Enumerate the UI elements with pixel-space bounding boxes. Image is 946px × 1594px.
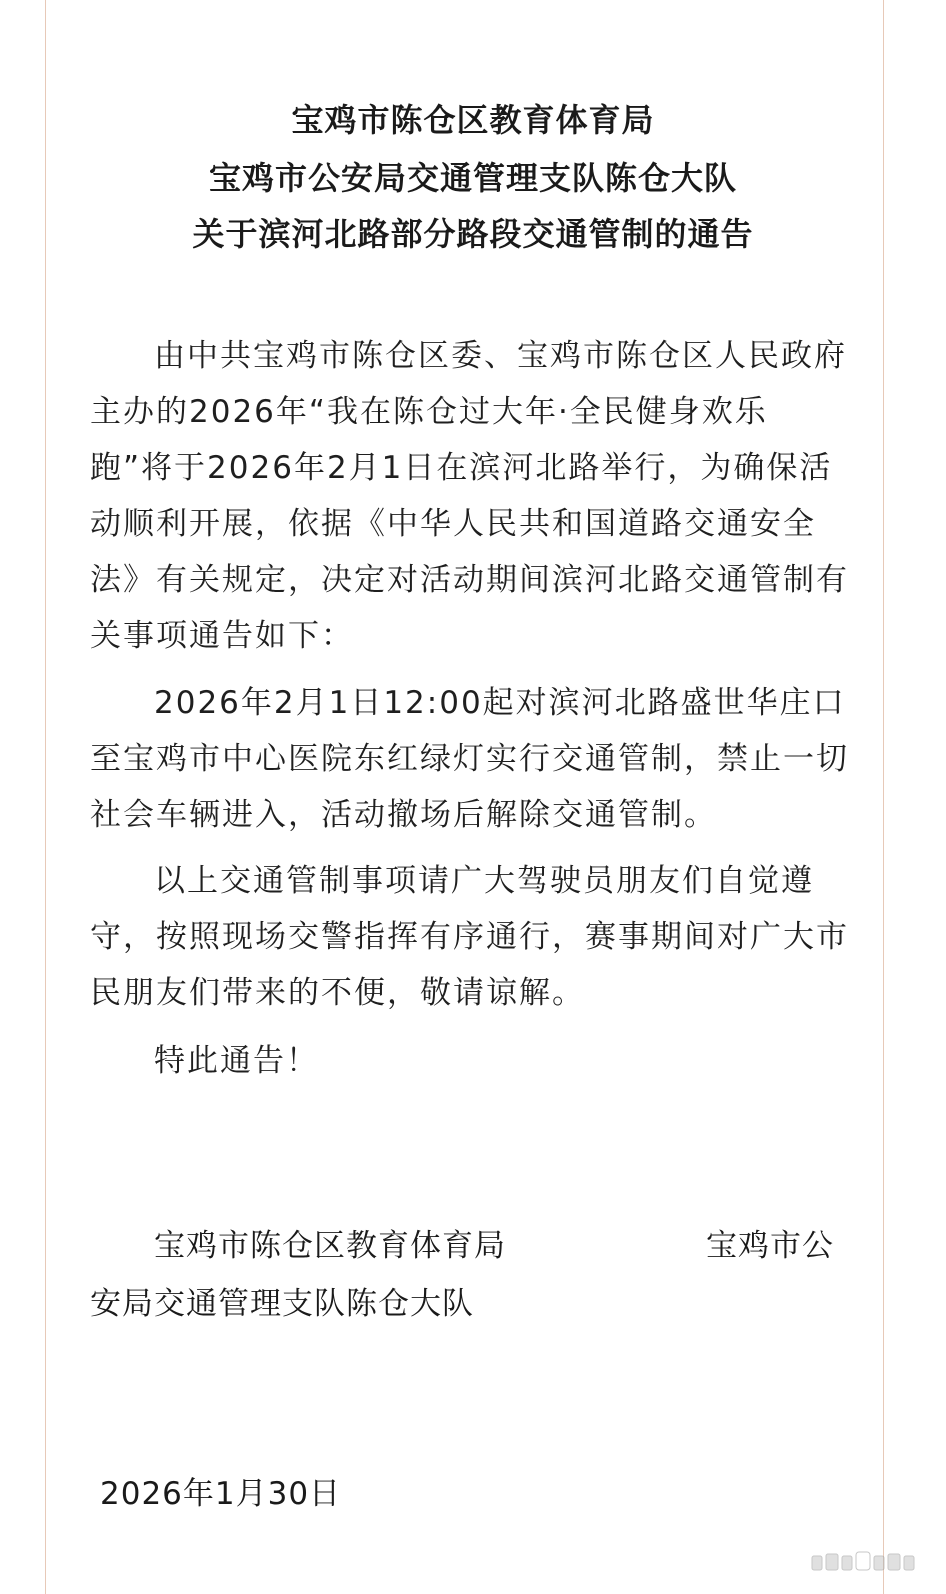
paragraph-intro: 由中共宝鸡市陈仓区委、宝鸡市陈仓区人民政府主办的2026年“我在陈仓过大年·全民健身欢乐跑”将于2026年2月1日在滨河北路举行，为确保活动顺利开展，依据《中华人民共和国道路交通安全法》有关规定，决定对活动期间滨河北路交通管制有关事项通告如下：	[90, 338, 849, 654]
closing-statement: 特此通告！	[154, 1043, 319, 1079]
notice-date: 2026年1月30日	[100, 1476, 342, 1512]
title-line-2: 宝鸡市公安局交通管理支队陈仓大队	[208, 159, 737, 197]
title-line-3: 关于滨河北路部分路段交通管制的通告	[192, 215, 754, 253]
paragraph-traffic-control: 2026年2月1日12:00起对滨河北路盛世华庄口至宝鸡市中心医院东红绿灯实行交通管制，禁止一切社会车辆进入，活动撤场后解除交通管制。	[90, 685, 849, 833]
paragraph-request: 以上交通管制事项请广大驾驶员朋友们自觉遵守，按照现场交警指挥有序通行，赛事期间对广大市民朋友们带来的不便，敬请谅解。	[90, 863, 849, 1011]
signature-police-start: 宝鸡市公	[706, 1228, 834, 1264]
title-line-1: 宝鸡市陈仓区教育体育局	[291, 101, 655, 139]
signature-police-end: 安局交通管理支队陈仓大队	[90, 1286, 474, 1322]
platform-watermark-icon	[808, 1548, 918, 1576]
signature-bureau: 宝鸡市陈仓区教育体育局	[154, 1228, 506, 1264]
